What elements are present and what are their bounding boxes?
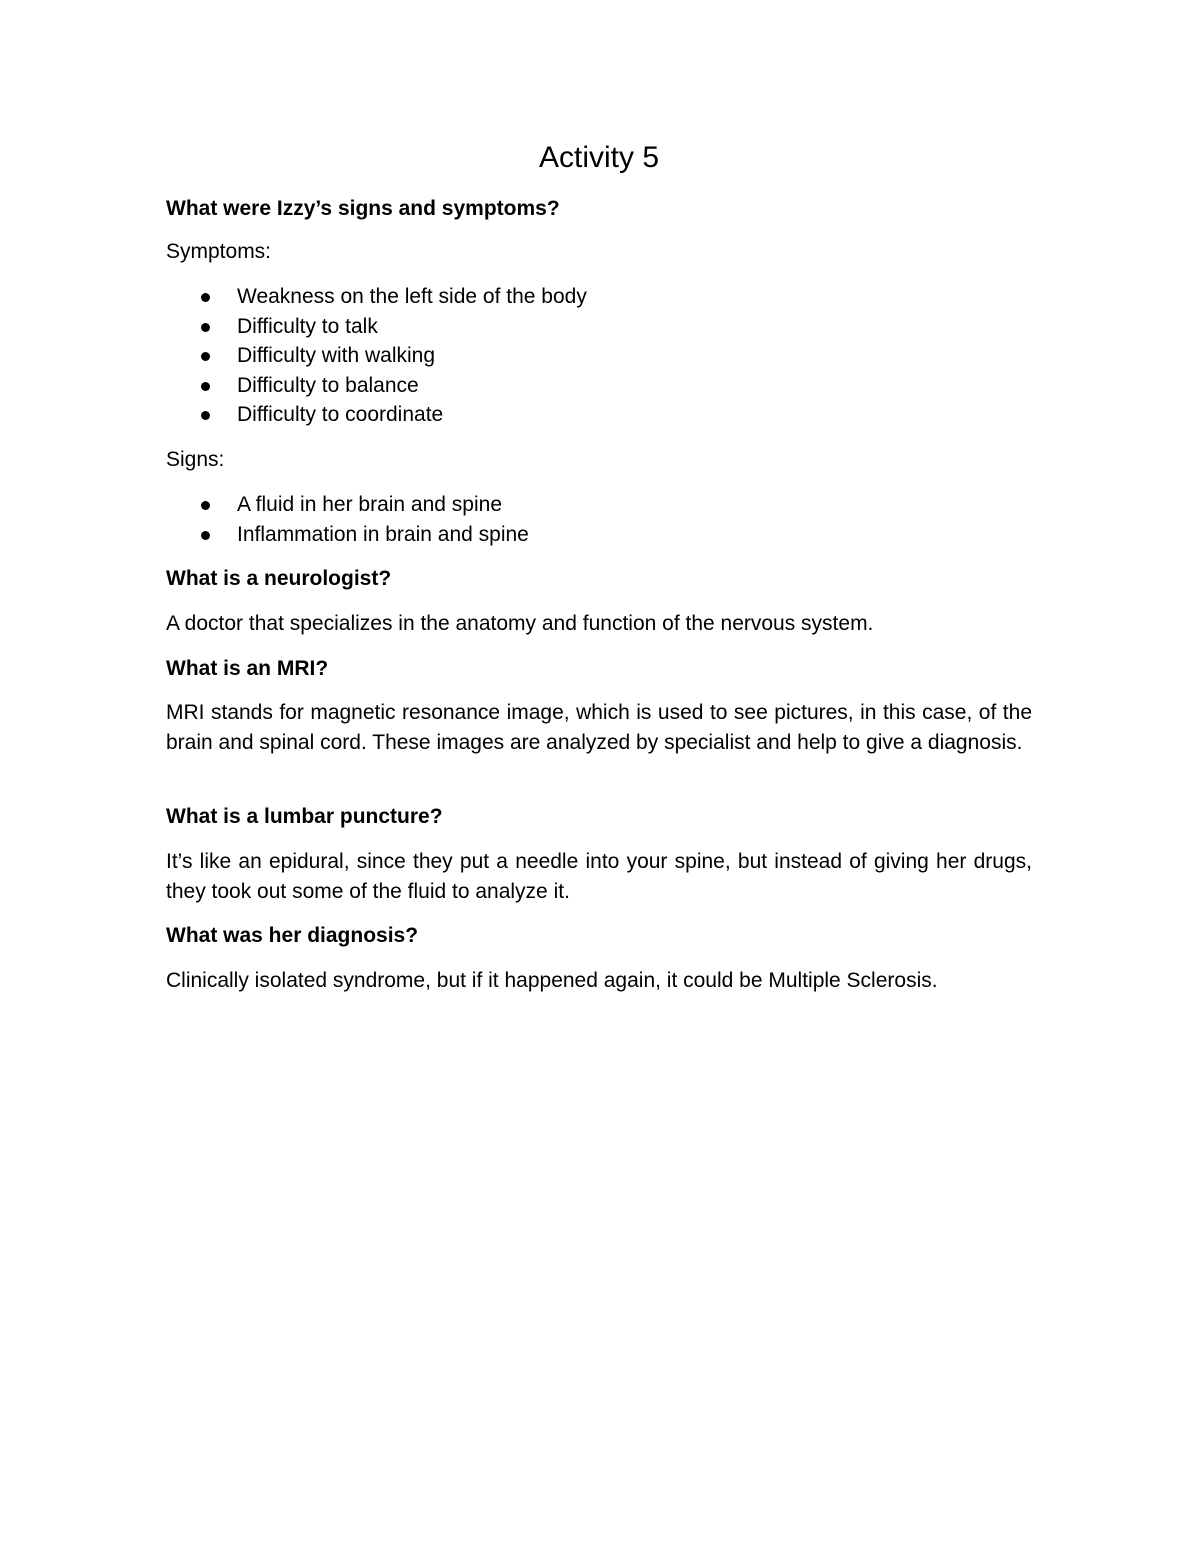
list-item: Difficulty to talk (166, 312, 587, 342)
bullet-icon (201, 531, 210, 540)
list-item: Inflammation in brain and spine (166, 520, 529, 550)
bullet-icon (201, 352, 210, 361)
bullet-icon (201, 323, 210, 332)
list-item: Weakness on the left side of the body (166, 282, 587, 312)
symptoms-list (166, 282, 587, 430)
signs-label: Signs: (166, 448, 225, 471)
answer-mri: MRI stands for magnetic resonance image, which is used to see pictures, in this case, of the brain and spinal cord. These images are analyzed by specialist and help to give a diagnosis. (166, 701, 1032, 754)
document-title: Activity 5 (538, 141, 660, 174)
bullet-icon (201, 382, 210, 391)
question-signs-symptoms: What were Izzy’s signs and symptoms? (166, 197, 560, 220)
answer-lumbar-puncture: It’s like an epidural, since they put a needle into your spine, but instead of giving her drugs, they took out some of the fluid to analyze it. (166, 850, 1032, 903)
answer-neurologist: A doctor that specializes in the anatomy and function of the nervous system. (166, 612, 874, 635)
list-item: Difficulty to balance (166, 371, 587, 401)
list-item: Difficulty with walking (166, 341, 587, 371)
bullet-icon (201, 293, 210, 302)
bullet-icon (201, 501, 210, 510)
signs-list (166, 490, 529, 549)
symptoms-label: Symptoms: (166, 240, 272, 263)
question-mri: What is an MRI? (166, 657, 329, 680)
question-lumbar-puncture: What is a lumbar puncture? (166, 805, 443, 828)
list-item: Difficulty to coordinate (166, 400, 587, 430)
bullet-icon (201, 411, 210, 420)
answer-diagnosis: Clinically isolated syndrome, but if it happened again, it could be Multiple Sclerosis. (166, 969, 938, 992)
question-neurologist: What is a neurologist? (166, 567, 392, 590)
question-diagnosis: What was her diagnosis? (166, 924, 419, 947)
list-item: A fluid in her brain and spine (166, 490, 529, 520)
